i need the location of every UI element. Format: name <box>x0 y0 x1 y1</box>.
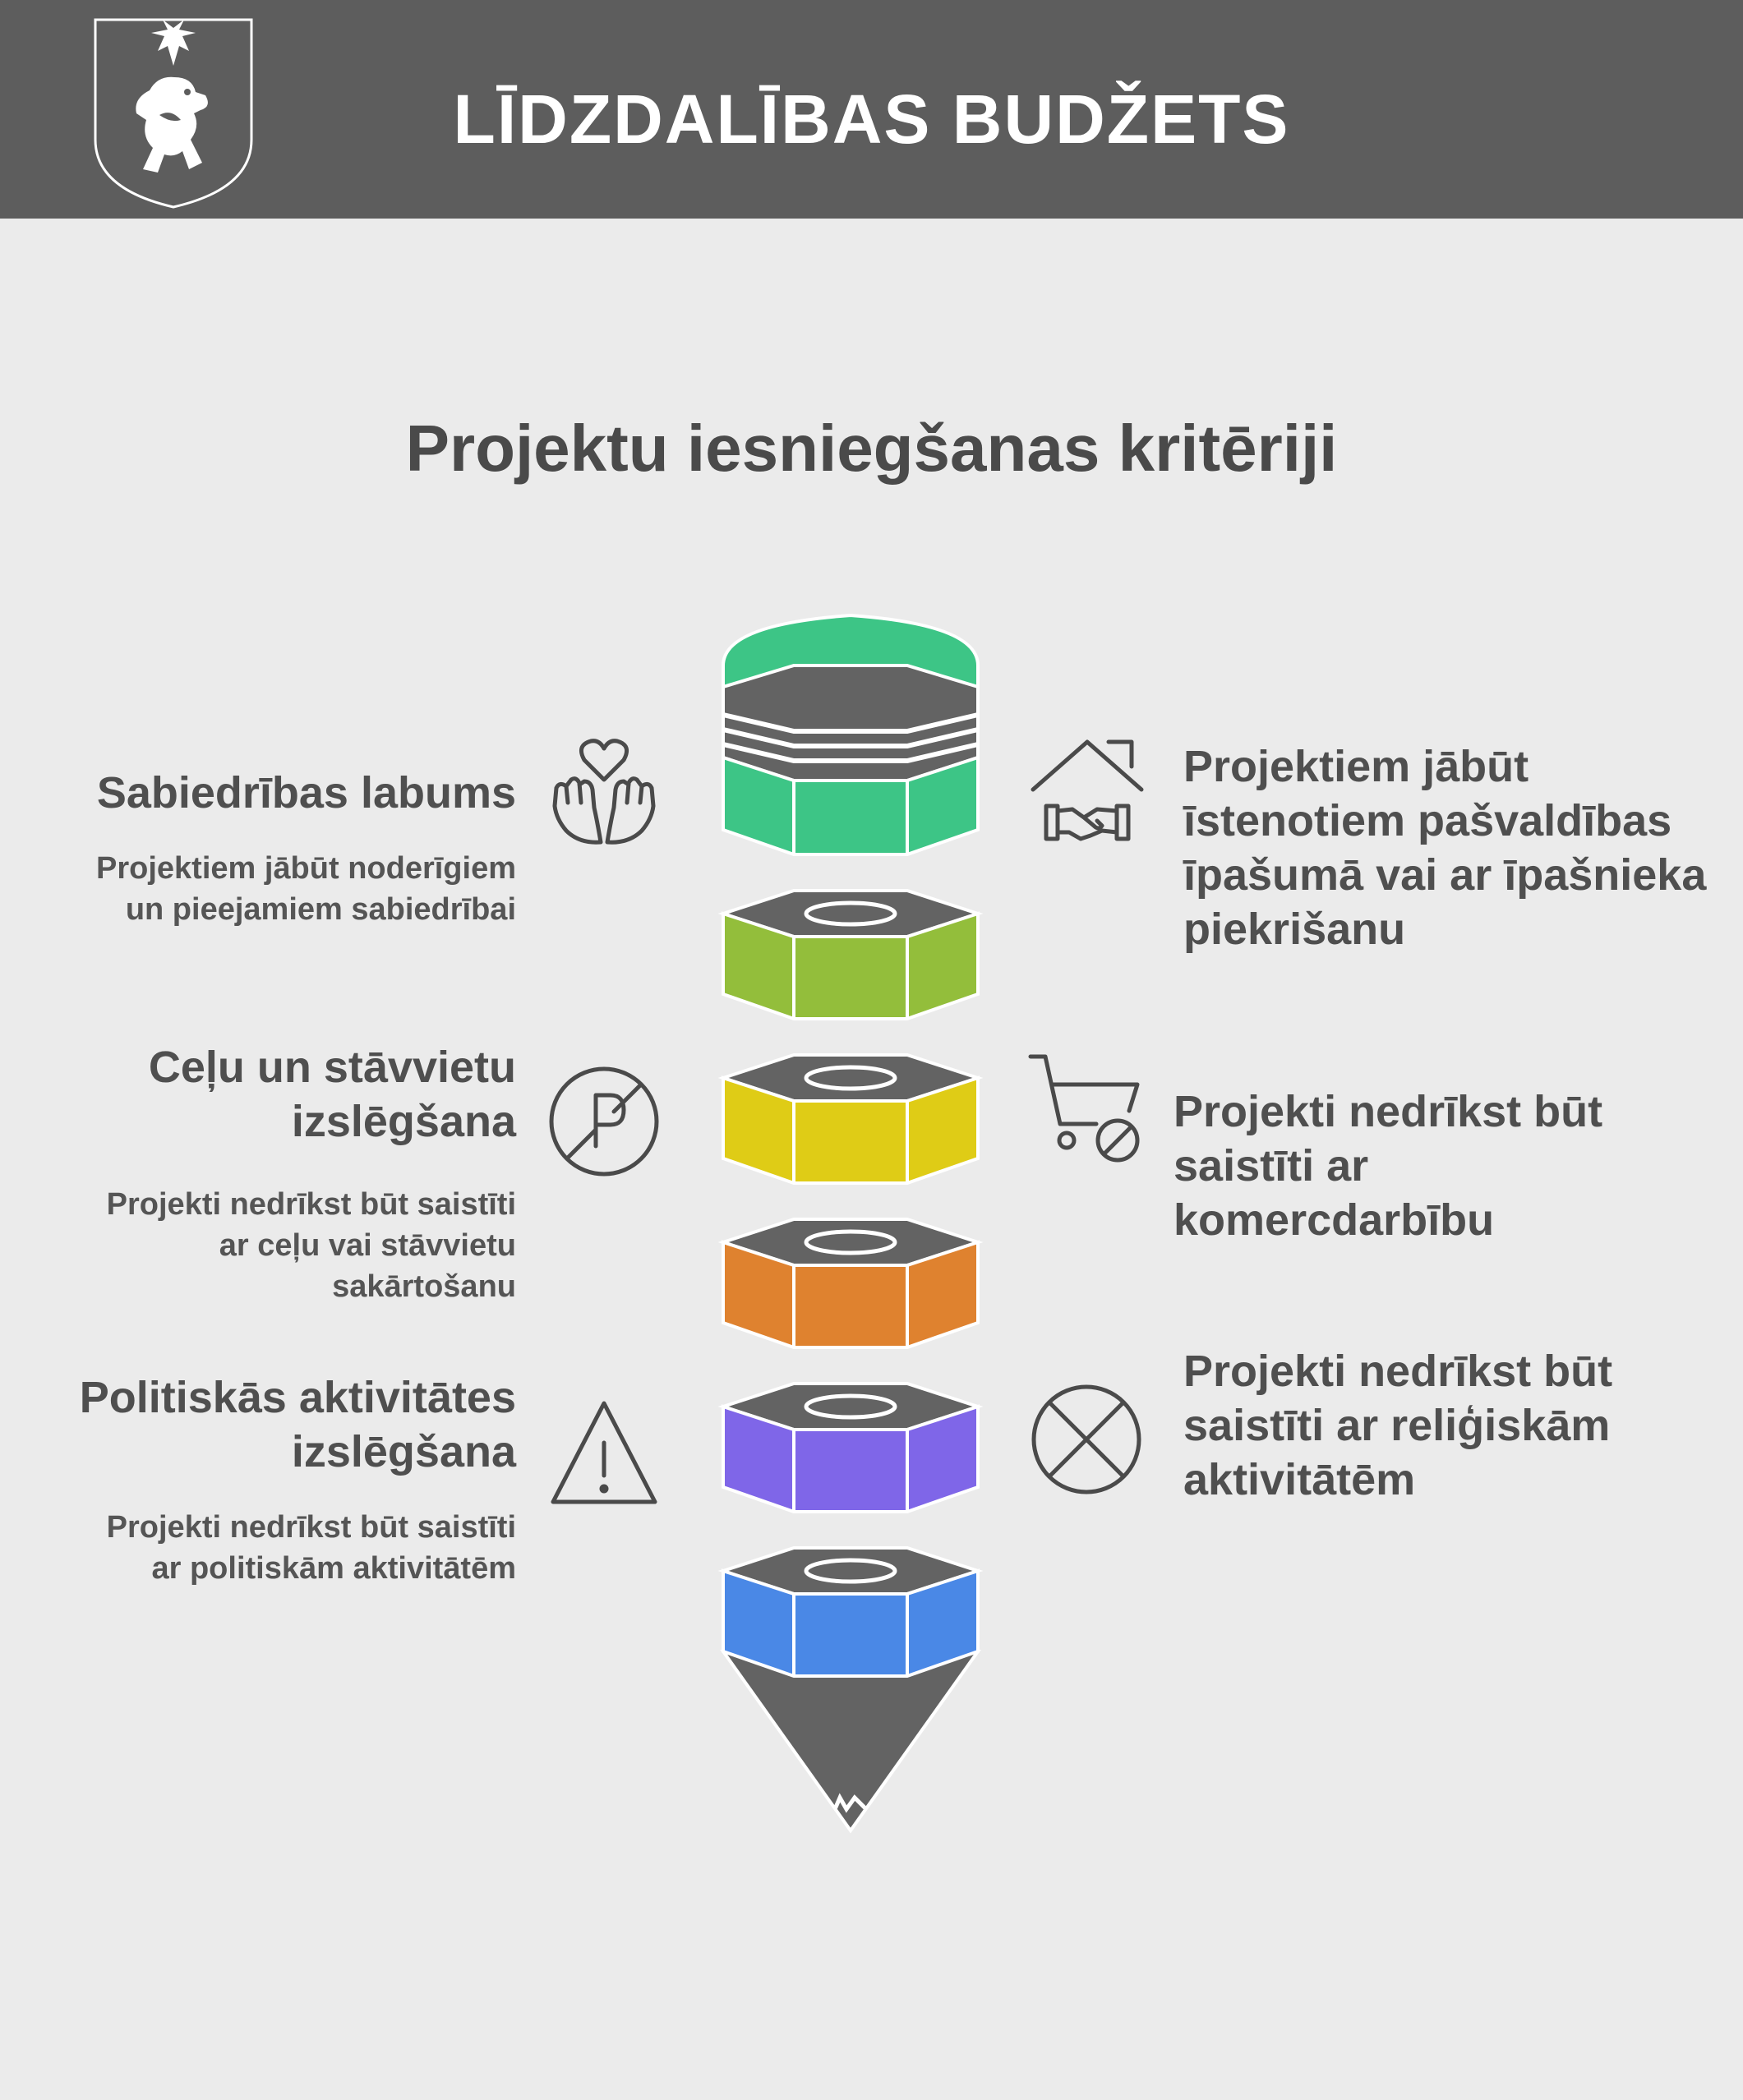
right-item-3-title: Projekti nedrīkst būt saistīti ar reliģiskām aktivitātēm <box>1183 1347 1613 1504</box>
header-bar <box>0 0 1743 219</box>
left-item-3-title: Politiskās aktivitātes izslēgšana <box>79 1373 516 1476</box>
header-title: LĪDZDALĪBAS BUDŽETS <box>453 80 1290 158</box>
circle-x-icon <box>1029 1382 1144 1497</box>
left-item-3-description: Projekti nedrīkst būt saistīti ar politiskām aktivitātēm <box>106 1510 516 1586</box>
right-item-1-title: Projektiem jābūt īstenotiem pašvaldības īpašumā vai ar īpašnieka piekrišanu <box>1183 742 1707 954</box>
cart-blocked-icon <box>1027 1052 1142 1167</box>
tower-segment-3 <box>723 1055 978 1183</box>
no-parking-icon <box>546 1064 662 1179</box>
right-item-2-title: Projekti nedrīkst būt saistīti ar komercdarbību <box>1174 1087 1603 1245</box>
house-handshake-icon <box>1030 735 1145 850</box>
tower-segment-2 <box>723 891 978 1019</box>
tower-segment-5 <box>723 1384 978 1512</box>
tower-diagram <box>715 608 986 1840</box>
page-title: Projektu iesniegšanas kritēriji <box>405 412 1338 485</box>
hands-heart-icon <box>546 734 662 849</box>
left-item-2-description: Projekti nedrīkst būt saistīti ar ceļu vai stāvvietu sakārtošanu <box>106 1187 516 1304</box>
warning-triangle-icon <box>546 1397 662 1512</box>
left-item-1-title: Sabiedrības labums <box>96 768 516 817</box>
left-item-1-description: Projektiem jābūt noderīgiem un pieejamiem sabiedrībai <box>96 851 516 927</box>
tower-segment-cap <box>723 615 978 854</box>
tower-segment-4 <box>723 1219 978 1347</box>
left-item-2-title: Ceļu un stāvvietu izslēgšana <box>148 1043 516 1146</box>
tower-segment-6 <box>723 1548 978 1831</box>
